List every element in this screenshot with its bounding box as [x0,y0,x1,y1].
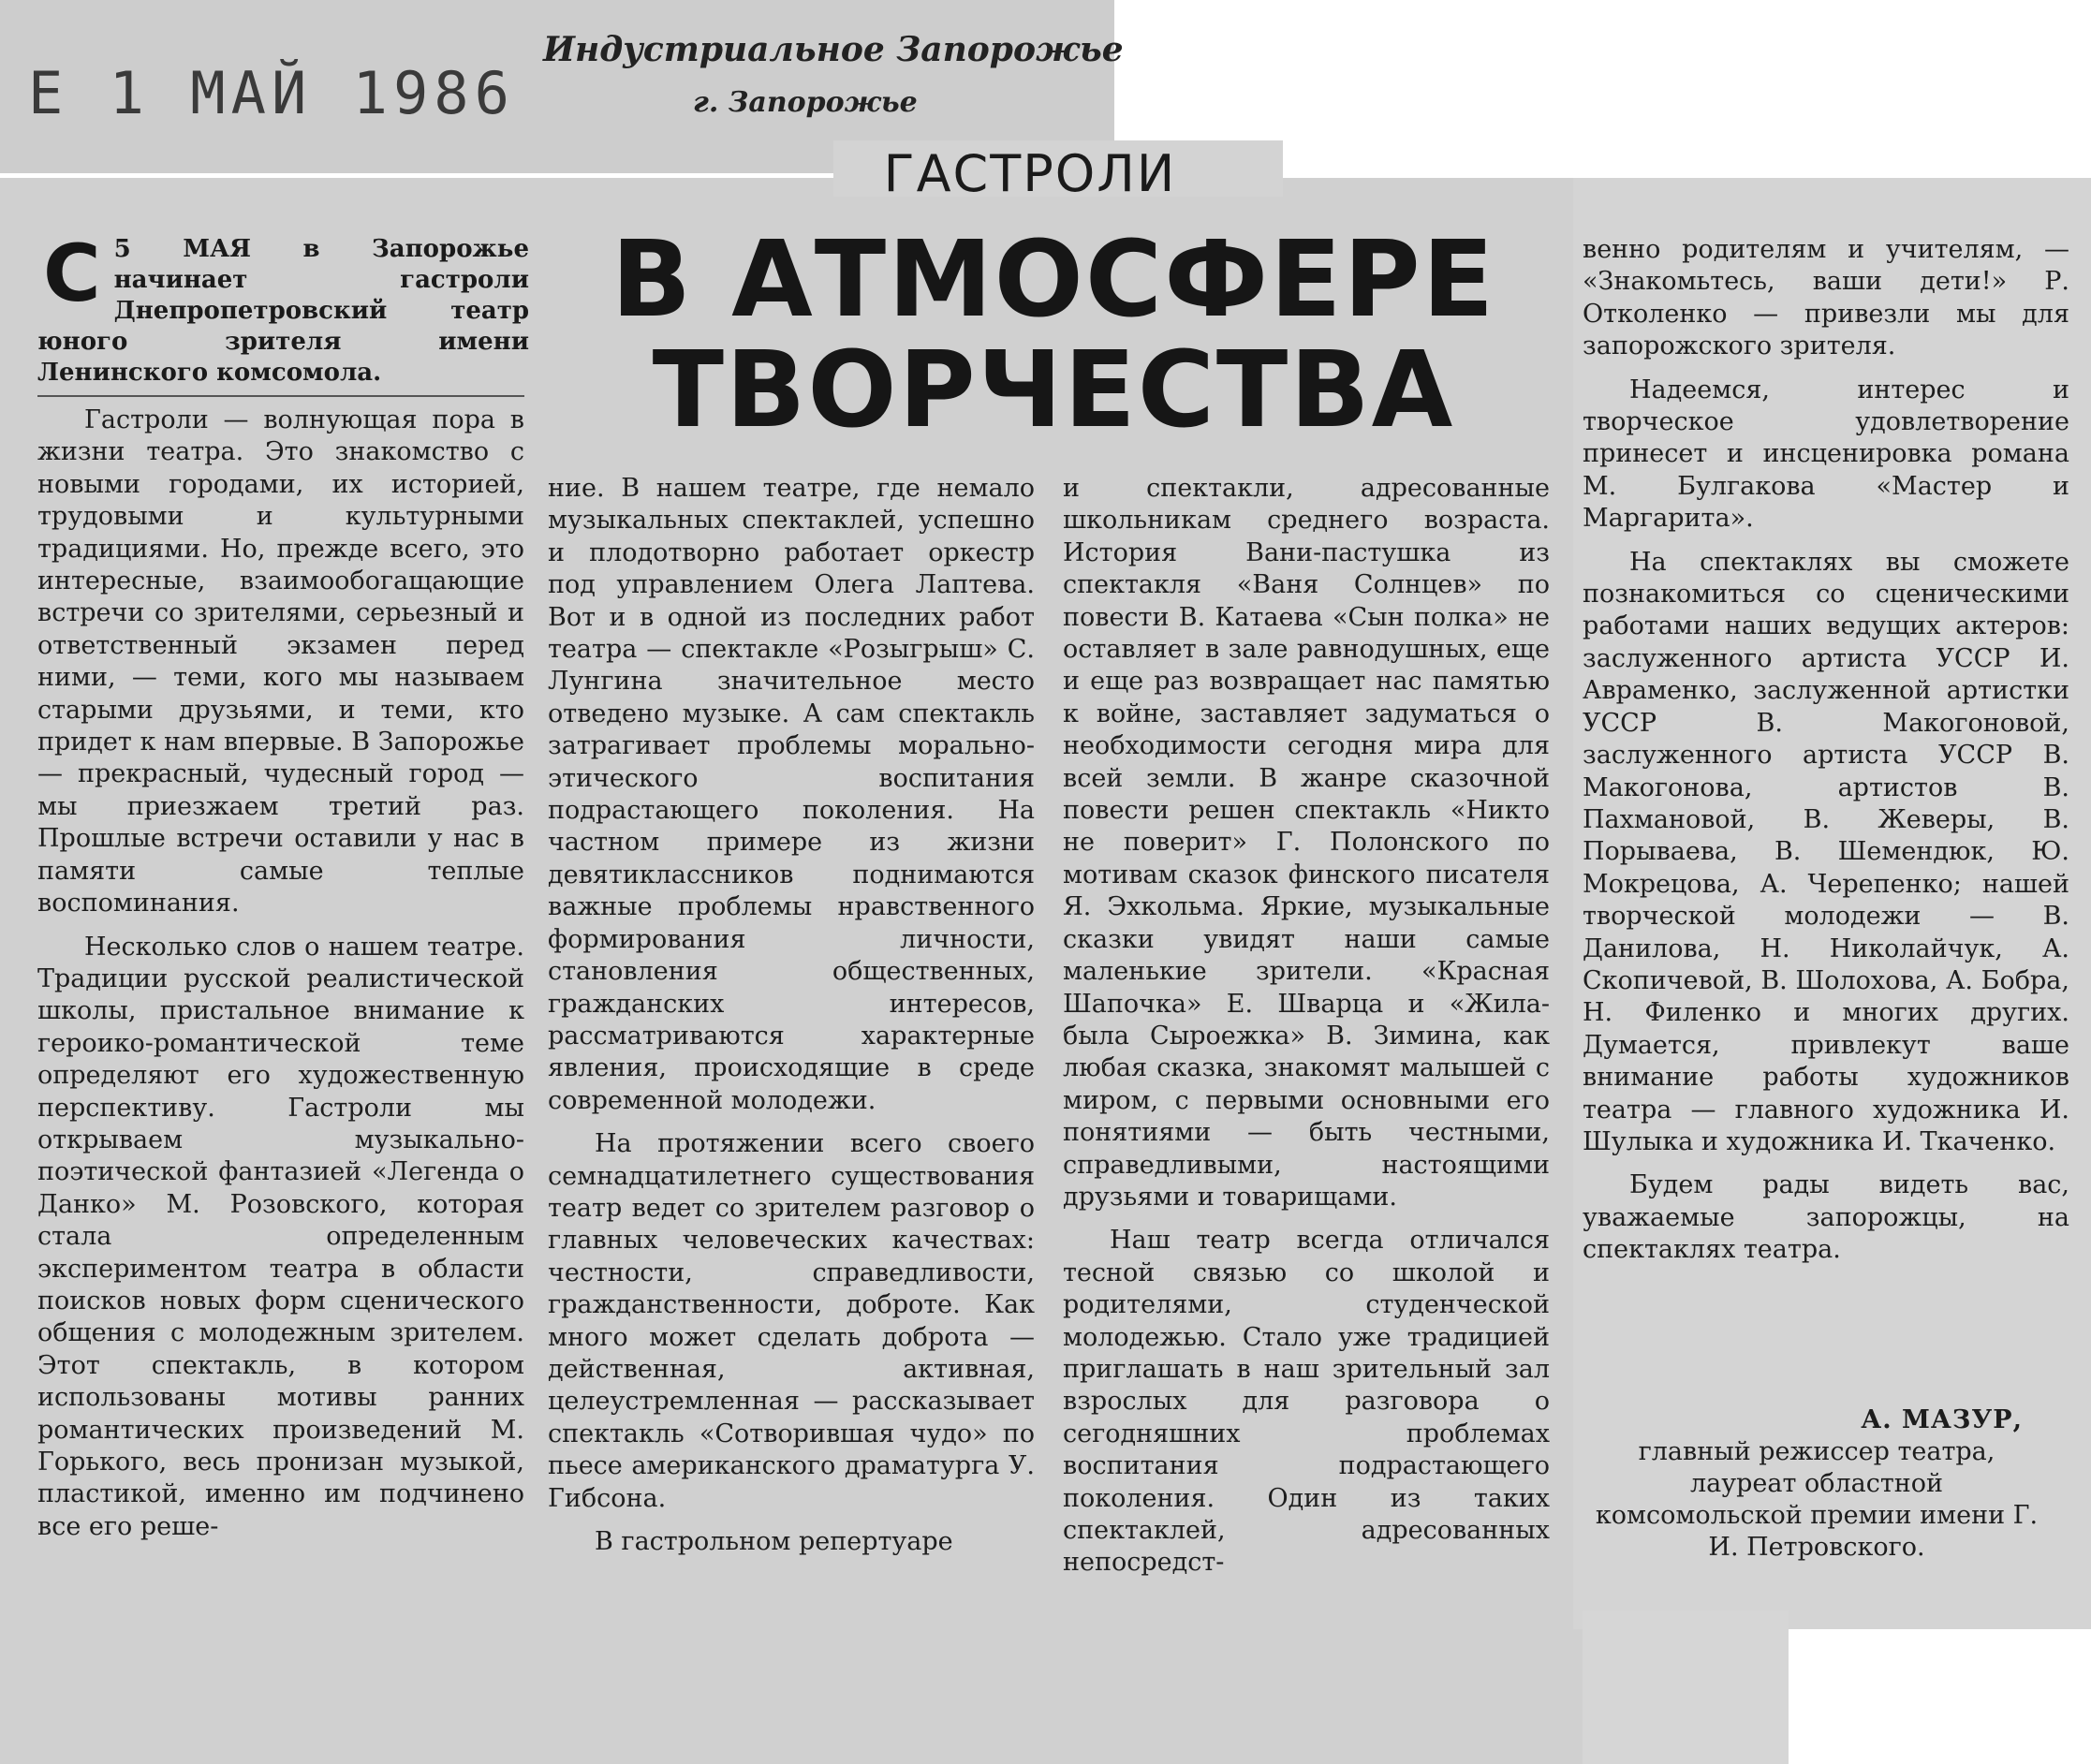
paragraph: Гастроли — волнующая пора в жизни театра. Это знакомство с новыми городами, их историей, трудовыми и культурными традициями. Но, прежде всего, это интересные, взаимообогащающие встречи со зрителями, серьезный и ответственный экзамен перед ними, — теми, кого мы называем старыми друзьями, и теми, кто придет к нам впервые. В Запорожье — прекрасный, чудесный город — мы приезжаем третий раз. Прошлые встречи оставили у нас в памяти самые теплые воспоминания. [37,405,524,919]
paragraph: На спектаклях вы сможете познакомиться со сценическими работами наших ведущих актеров: заслуженного артиста УССР И. Авраменко, заслуженной артистки УССР В. Макогоновой, заслуженного артиста УССР В. Макогонова, артистов В. Пахмановой, В. Жеверы, В. Порываева, В. Шемендюк, Ю. Мокрецова, А. Черепенко; нашей творческой молодежи — В. Данилова, Н. Николайчук, А. Скопичевой, В. Шолохова, А. Бобра, Н. Филенко и многих других. Думается, привлекут ваше внимание работы художников театра — главного художника И. Шулыка и художника И. Ткаченко. [1583,547,2069,1156]
paragraph: Надеемся, интерес и творческое удовлетворение принесет и инсценировка романа М. Булгакова «Мастер и Маргарита». [1583,375,2069,534]
date-stamp: Е 1 МАЙ 1986 [28,59,515,127]
paragraph: На протяжении всего своего семнадцатилетнего существования театр ведет со зрителем разговор о главных человеческих качествах: честности, справедливости, гражданственности, доброте. Как много может сделать доброта — действенная, активная, целеустремленная — рассказывает спектакль «Сотворившая чудо» по пьесе американского драматурга У. Гибсона. [548,1129,1035,1513]
lead-paragraph [37,228,529,393]
paragraph: венно родителям и учителям, — «Знакомьтесь, ваши дети!» Р. Отколенко — привезли мы для запорожского зрителя. [1583,235,2069,361]
column-4 [1583,234,2069,1395]
paragraph: В гастрольном репертуаре [595,1527,953,1556]
column-3 [1063,473,1550,1753]
newspaper-name: Индустриальное Запорожье [543,30,1124,69]
lead-rule [37,395,524,397]
column-1 [37,404,524,1753]
column-2 [548,473,1035,1753]
signature [1592,1404,2041,1562]
headline-line-1: В АТМОСФЕРЕ [611,219,1496,341]
paragraph: и спектакли, адресованные школьникам среднего возраста. История Вани-пастушка из спектакля «Ваня Солнцев» по повести В. Катаева «Сын полка» не оставляет в зале равнодушных, еще и еще раз возвращает нас памятью к войне, заставляет задуматься о необходимости сегодня мира для всей земли. В жанре сказочной повести решен спектакль «Никто не поверит» Г. Полонского по мотивам сказок финского писателя Я. Эхкольма. Яркие, музыкальные сказки увидят наши самые маленькие зрители. «Красная Шапочка» Е. Шварца и «Жила-была Сыроежка» В. Зимина, как любая сказка, знакомят малышей с миром, с первыми основными его понятиями — быть честными, справедливыми, настоящими друзьями и товарищами. [1063,474,1550,1212]
author-name: А. МАЗУР, [1861,1405,2023,1434]
rubric: ГАСТРОЛИ [883,144,1177,203]
headline-line-2: ТВОРЧЕСТВА [652,330,1455,451]
headline [609,219,1498,454]
article-scrap-bottom [1583,1610,1789,1764]
paragraph: Будем рады видеть вас, уважаемые запорожцы, на спектаклях театра. [1583,1170,2069,1265]
author-title: главный режиссер театра, [1638,1437,1995,1466]
paragraph: Наш театр всегда отличался тесной связью со школой и родителями, студенческой молодежью. Стало уже традицией приглашать в наш зрительный зал взрослых для разговора о сегодняшних проблемах воспитания подрастающего поколения. Один из таких спектаклей, адресованных непосредст- [1063,1226,1550,1578]
paragraph: Несколько слов о нашем театре. Традиции русской реалистической школы, пристальное внимание к героико-романтической теме определяют его художественную перспективу. Гастроли мы открываем музыкально-поэтической фантазией «Легенда о Данко» М. Розовского, которая стала определенным экспериментом театра в области поисков новых форм сценического общения с молодежным зрителем. Этот спектакль, в котором использованы мотивы ранних романтических произведений М. Горького, весь пронизан музыкой, пластикой, именно им подчинено все его реше- [37,932,524,1541]
lead-text: 5 МАЯ в Запорожье начинает гастроли Днепропетровский театр юного зрителя имени Ленинского комсомола. [37,235,529,387]
newspaper-city: г. Запорожье [693,86,918,119]
author-award: лауреат областной комсомольской премии имени Г. И. Петровского. [1595,1469,2039,1562]
paragraph: ние. В нашем театре, где немало музыкальных спектаклей, успешно и плодотворно работает оркестр под управлением Олега Лаптева. Вот и в одной из последних работ театра — спектакле «Розыгрыш» С. Лунгина значительное место отведено музыке. А сам спектакль затрагивает проблемы морально-этического воспитания подрастающего поколения. На частном примере из жизни девятиклассников поднимаются важные проблемы нравственного формирования личности, становления общественных, гражданских интересов, рассматриваются характерные явления, происходящие в среде современной молодежи. [548,474,1035,1115]
drop-cap: С [43,228,101,319]
